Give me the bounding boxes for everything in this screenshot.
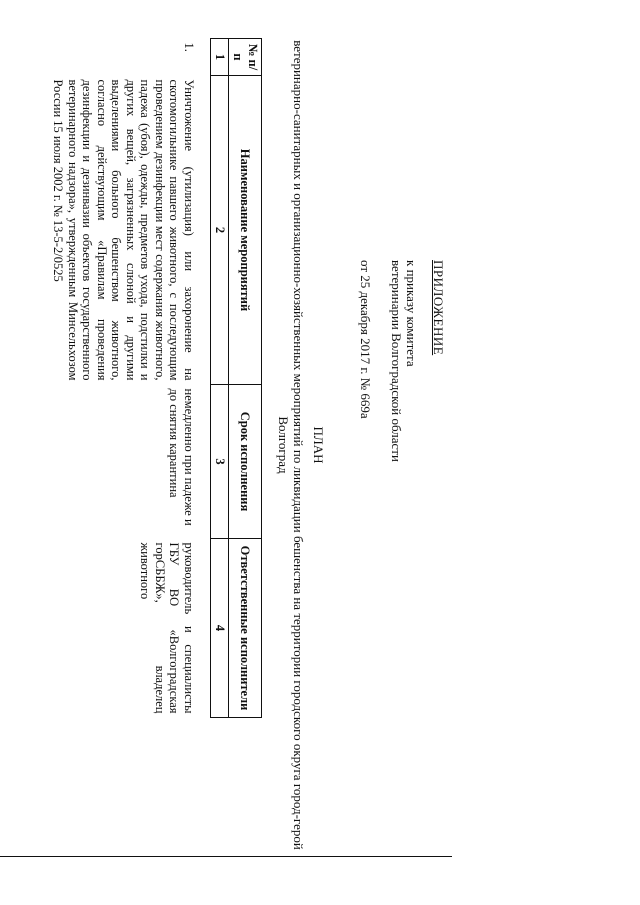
appendix-line-1: к приказу комитета bbox=[404, 260, 419, 367]
plan-subtitle: ветеринарно-санитарных и организационно-хозяйственных мероприятий по ликвидации бешенства на территории городского округа город-герой Волгоград bbox=[276, 40, 306, 850]
plan-table bbox=[50, 38, 262, 718]
table-row bbox=[50, 39, 211, 718]
plan-title: ПЛАН bbox=[311, 426, 326, 464]
row-action: Уничтожение (утилизация) или захоронение на скотомогильнике павшего животного, с последующим проведением дезинфекции мест содержания животного, падежа (убоя), одежды, предметов ухода, подстилки и других вещей, загрязненных слюной и другими выделениями больного бешенством животного, согласно действующим «Правилам проведения дезинфекции и дезинвазии объектов государственного ветеринарного надзора», утвержденным Минсельхозом России 15 июля 2002 г. № 13-5-2/0525 bbox=[51, 79, 196, 381]
row-term: немедленно при падеже и до снятия карантина bbox=[167, 388, 196, 526]
document-page bbox=[0, 30, 452, 860]
row-number: 1. bbox=[182, 42, 196, 52]
header-term: Срок исполнения bbox=[229, 385, 262, 539]
appendix-date: от 25 декабря 2017 г. № 669а bbox=[358, 260, 373, 419]
column-number-4: 4 bbox=[211, 539, 229, 718]
header-responsible: Ответственные исполнители bbox=[229, 539, 262, 718]
header-action: Наименование мероприятий bbox=[229, 76, 262, 385]
bottom-divider bbox=[0, 856, 452, 857]
appendix-block bbox=[358, 260, 446, 462]
table-header-row bbox=[229, 39, 262, 718]
appendix-line-2: ветеринарии Волгоградской области bbox=[389, 260, 404, 462]
column-number-1: 1 bbox=[211, 39, 229, 76]
table-number-row bbox=[211, 39, 229, 718]
column-number-2: 2 bbox=[211, 76, 229, 385]
row-responsible: руководитель и специалисты ГБУ ВО «Волгоградская горСББЖ», владелец животного bbox=[138, 542, 196, 714]
appendix-title: ПРИЛОЖЕНИЕ bbox=[431, 260, 446, 356]
column-number-3: 3 bbox=[211, 385, 229, 539]
header-number: № п/п bbox=[229, 39, 262, 76]
